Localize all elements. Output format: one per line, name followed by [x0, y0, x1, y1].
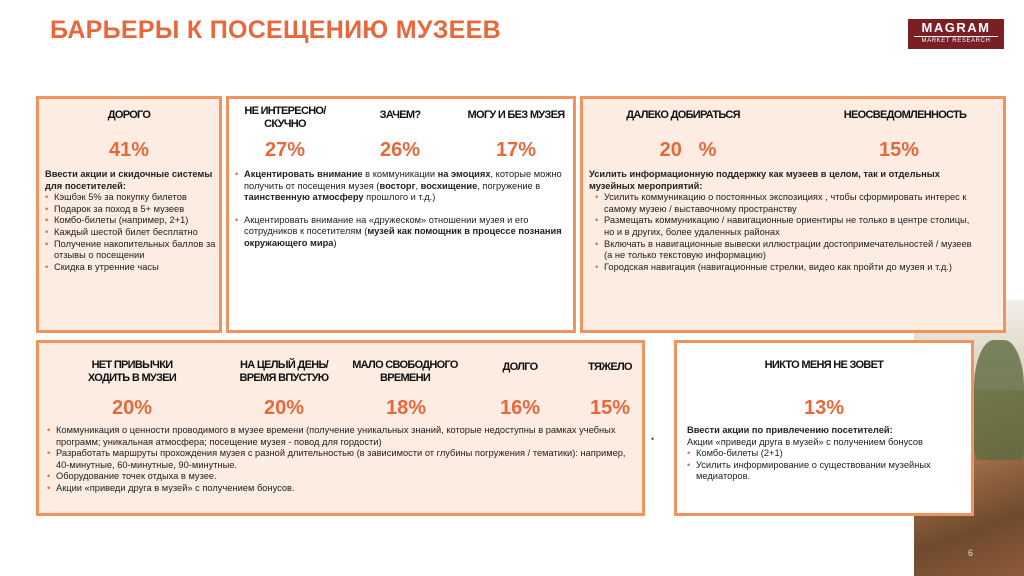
list-item: • Размещать коммуникацию / навигационные ориентиры не только в центре столицы, но и в других, более удаленных районах: [595, 215, 979, 238]
percent-value: 20%: [263, 397, 305, 419]
list-item: • Акцентировать внимание на «дружеском» отношении музея и его сотрудников к посетителям (музей как помощник в процессе познания окружающего мира): [235, 215, 571, 250]
list-item: • Городская навигация (навигационные стрелки, видео как пройти до музея и т.д.): [595, 262, 979, 274]
recommendation-list: [47, 425, 641, 495]
list-item: • Акцентировать внимание в коммуникации на эмоциях, которые можно получить от посещения музея (восторг, восхищение, погружение в таинственную атмосферу прошлого и т.д.): [235, 169, 571, 204]
list-item: • Включать в навигационные вывески иллюстрации достопримечательностей / музеев (а не только текстовую информацию): [595, 239, 979, 262]
stray-bullet: •: [651, 434, 655, 444]
barrier-not-interesting-box: [226, 96, 576, 333]
recommendation-list: [589, 192, 979, 273]
page-number: 6: [968, 548, 974, 558]
recommendation-list: [235, 169, 571, 204]
list-item: • Комбо-билеты (2+1): [687, 448, 967, 460]
category-label: НИКТО МЕНЯ НЕ ЗОВЕТ: [764, 359, 884, 371]
category-label: ДАЛЕКО ДОБИРАТЬСЯ: [626, 109, 740, 121]
list-item: • Получение накопительных баллов за отзывы о посещении: [45, 239, 217, 262]
category-label: ДОРОГО: [107, 109, 151, 121]
list-item: • Акции «приведи друга в музей» с получением бонусов.: [47, 483, 641, 495]
page-title: БАРЬЕРЫ К ПОСЕЩЕНИЮ МУЗЕЕВ: [50, 16, 501, 44]
percent-value: 15%: [878, 139, 920, 161]
list-item: • Усилить коммуникацию о постоянных экспозициях , чтобы сформировать интерес к самому музею / выставочному пространству: [595, 192, 979, 215]
category-label: НЕ ИНТЕРЕСНО/ СКУЧНО: [244, 105, 326, 130]
recommendation-list: [687, 448, 967, 483]
category-label: НА ЦЕЛЫЙ ДЕНЬ/ ВРЕМЯ ВПУСТУЮ: [239, 359, 329, 384]
logo-main-text: MAGRAM: [921, 20, 991, 35]
list-item: • Усилить информирование о существовании музейных медиаторов.: [687, 460, 967, 483]
recommendation-heading: Усилить информационную поддержку как музеев в целом, так и отдельных музейных мероприятий:: [589, 169, 940, 191]
recommendation-text: [235, 169, 571, 250]
recommendation-text: [687, 425, 967, 483]
percent-value: 18%: [385, 397, 427, 419]
category-label: МАЛО СВОБОДНОГО ВРЕМЕНИ: [352, 359, 458, 384]
recommendation-text: [45, 169, 217, 273]
percent-value: 15%: [589, 397, 631, 419]
category-label: НЕТ ПРИВЫЧКИ ХОДИТЬ В МУЗЕИ: [87, 359, 177, 384]
recommendation-heading: Ввести акции и скидочные системы для посетителей:: [45, 169, 213, 191]
percent-value: 27%: [264, 139, 306, 161]
list-item: • Кэшбэк 5% за покупку билетов: [45, 192, 217, 204]
list-item: • Подарок за поход в 5+ музеев: [45, 204, 217, 216]
percent-value: 26%: [379, 139, 421, 161]
list-item: • Оборудование точек отдыха в музее.: [47, 471, 641, 483]
list-item: • Разработать маршруты прохождения музея с разной длительностью (в зависимости от глубины погружения / тематики): например, 40-минутные, 60-минутные, 90-минутные.: [47, 448, 641, 471]
list-item: • Скидка в утренние часы: [45, 262, 217, 274]
category-label: ЗАЧЕМ?: [379, 109, 421, 121]
barrier-no-habit-box: [36, 340, 645, 516]
logo-sub-text: MARKET RESEARCH: [914, 36, 998, 46]
percent-value: 41%: [108, 139, 150, 161]
company-logo: [908, 19, 1004, 49]
barrier-far-away-box: [580, 96, 1006, 333]
recommendation-text: [589, 169, 979, 273]
list-item: • Комбо-билеты (например, 2+1): [45, 215, 217, 227]
recommendation-intro: Акции «приведи друга в музей» с получением бонусов: [687, 436, 923, 447]
category-label: ДОЛГО: [502, 361, 538, 373]
category-label: МОГУ И БЕЗ МУЗЕЯ: [467, 109, 565, 121]
list-item: • Коммуникация о ценности проводимого в музее времени (получение уникальных знаний, которые недоступны в рамках учебных программ; уникальная атмосфера; посещение музея - повод для гордости): [47, 425, 641, 448]
category-label: ТЯЖЕЛО: [588, 361, 632, 373]
recommendation-list: [45, 192, 217, 273]
percent-value: 16%: [499, 397, 541, 419]
barrier-expensive-box: [36, 96, 222, 333]
category-label: НЕОСВЕДОМЛЕННОСТЬ: [843, 109, 967, 121]
percent-value: 20%: [111, 397, 153, 419]
percent-value: 13%: [803, 397, 845, 419]
photo-tree: [974, 340, 1024, 460]
percent-value: 17%: [495, 139, 537, 161]
recommendation-text: [47, 425, 641, 495]
recommendation-heading: Ввести акции по привлечению посетителей:: [687, 425, 893, 435]
barrier-nobody-invites-box: [674, 340, 974, 516]
percent-value: 20 %: [659, 139, 717, 161]
list-item: • Каждый шестой билет бесплатно: [45, 227, 217, 239]
